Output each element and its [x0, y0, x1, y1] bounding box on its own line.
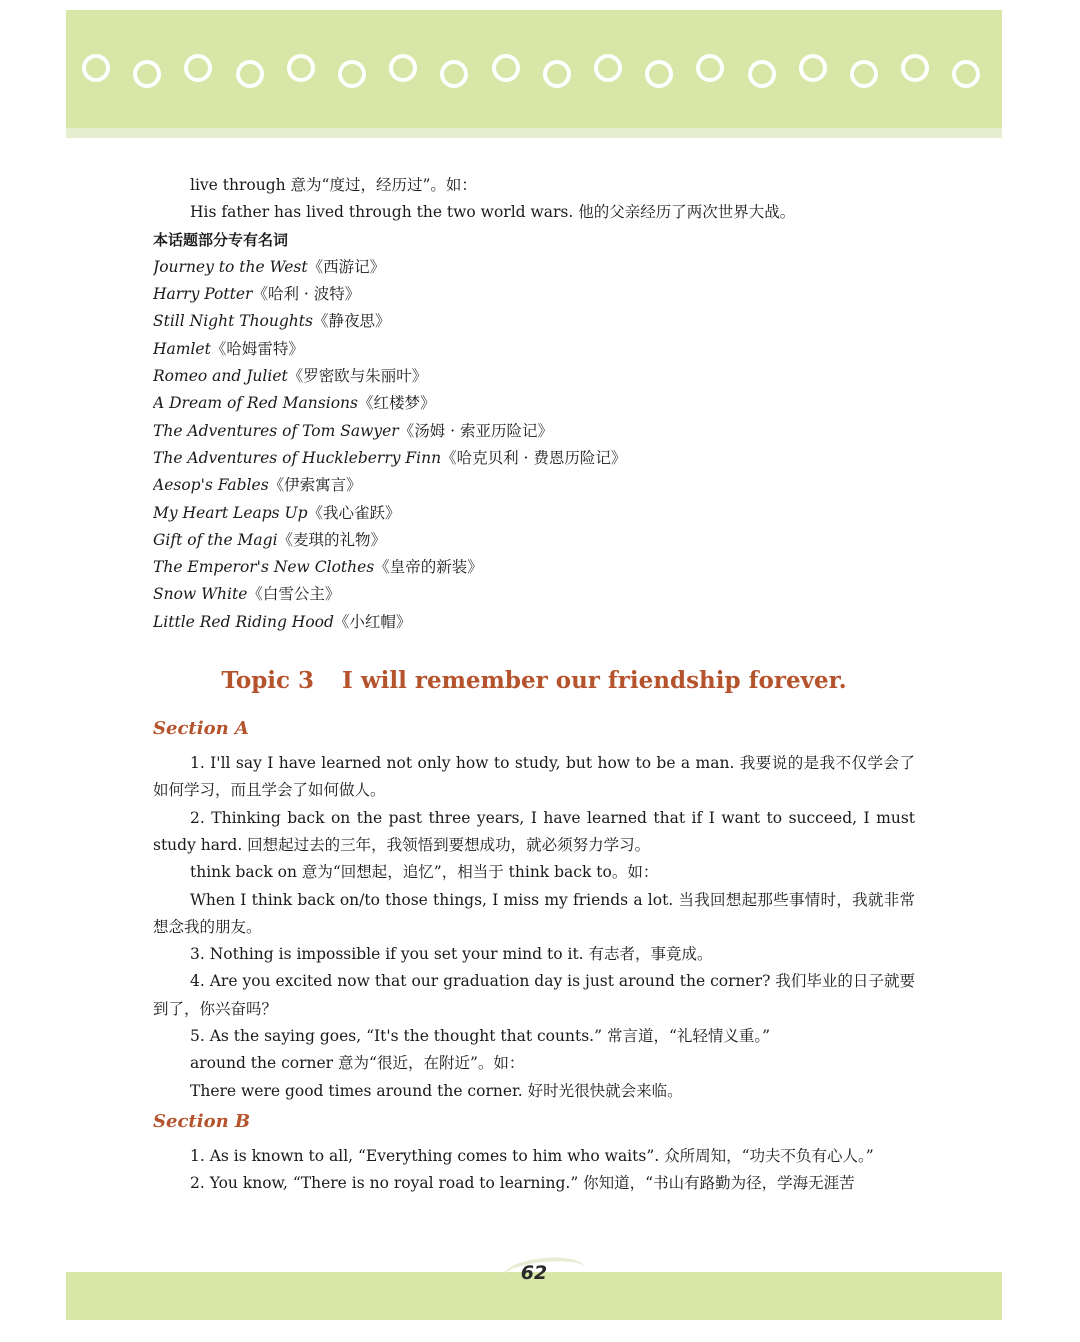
proper-noun-cn: 《皇帝的新装》 — [374, 558, 483, 577]
section-a-note-2: around the corner 意为“很近，在附近”。如： — [190, 1054, 525, 1073]
proper-noun-en: Romeo and Juliet — [153, 367, 288, 386]
proper-noun-en: Snow White — [153, 585, 248, 604]
proper-noun-cn: 《汤姆 · 索亚历险记》 — [398, 421, 553, 440]
section-a-item-3: 3. Nothing is impossible if you set your mind to it. 有志者，事竟成。 — [190, 945, 713, 964]
proper-noun-en: My Heart Leaps Up — [153, 503, 308, 522]
section-a-item-4: 4. Are you excited now that our graduation day is just around the corner? 我们毕业的日子就要到了，你兴奋吗？ — [153, 972, 915, 1018]
ring-icon — [492, 54, 520, 82]
proper-noun-cn: 《哈姆雷特》 — [210, 339, 304, 358]
proper-noun-cn: 《红楼梦》 — [357, 394, 436, 413]
proper-noun-cn: 《哈克贝利 · 费恩历险记》 — [441, 448, 627, 467]
proper-noun-en: Hamlet — [153, 339, 211, 358]
proper-noun-item — [153, 527, 915, 554]
proper-noun-item — [153, 418, 915, 445]
ring-icon — [338, 60, 366, 88]
ring-icon — [543, 60, 571, 88]
ring-icon — [850, 60, 878, 88]
page-content — [153, 172, 915, 1198]
section-a-title: Section A — [153, 718, 249, 740]
proper-noun-cn: 《静夜思》 — [312, 312, 391, 331]
intro-line-2: His father has lived through the two world wars. 他的父亲经历了两次世界大战。 — [190, 203, 796, 222]
proper-noun-cn: 《麦琪的礼物》 — [277, 530, 387, 549]
proper-noun-item — [153, 445, 915, 472]
section-a-item-2: 2. Thinking back on the past three years, I have learned that if I want to succeed, I must study hard. 回想起过去的三年，我领悟到要想成功，就必须努力学习。 — [153, 808, 915, 854]
section-a-item-1: 1. I'll say I have learned not only how to study, but how to be a man. 我要说的是我不仅学会了如何学习，而且学会了如何做人。 — [153, 754, 915, 800]
section-a-example-1: When I think back on/to those things, I miss my friends a lot. 当我回想起那些事情时，我就非常想念我的朋友。 — [153, 890, 915, 936]
ring-icon — [236, 60, 264, 88]
proper-noun-en: Gift of the Magi — [153, 530, 278, 549]
proper-noun-en: Harry Potter — [153, 285, 253, 304]
topic-title — [153, 666, 915, 696]
section-b-title: Section B — [153, 1110, 251, 1132]
proper-noun-item — [153, 500, 915, 527]
ring-icon — [799, 54, 827, 82]
section-a-example-2: There were good times around the corner. 好时光很快就会来临。 — [190, 1081, 683, 1100]
proper-noun-en: A Dream of Red Mansions — [153, 394, 358, 413]
page-number-badge — [492, 1252, 588, 1292]
page-number: 62 — [520, 1262, 548, 1284]
proper-noun-cn: 《白雪公主》 — [247, 585, 341, 604]
proper-noun-en: The Emperor's New Clothes — [153, 558, 375, 577]
proper-noun-cn: 《小红帽》 — [333, 612, 412, 631]
proper-noun-item — [153, 390, 915, 417]
ring-icon — [594, 54, 622, 82]
proper-noun-en: Still Night Thoughts — [153, 312, 313, 331]
proper-noun-cn: 《伊索寓言》 — [268, 476, 362, 495]
proper-noun-cn: 《罗密欧与朱丽叶》 — [287, 367, 428, 386]
proper-noun-en: Little Red Riding Hood — [153, 612, 334, 631]
proper-noun-item — [153, 581, 915, 608]
topic-heading: I will remember our friendship forever. — [342, 667, 847, 695]
proper-noun-item — [153, 281, 915, 308]
topic-number: Topic 3 — [221, 667, 315, 695]
proper-noun-cn: 《西游记》 — [307, 257, 386, 276]
ring-icon — [82, 54, 110, 82]
ring-icon — [389, 54, 417, 82]
section-b-item-2: 2. You know, “There is no royal road to learning.” 你知道，“书山有路勤为径，学海无涯苦 — [190, 1174, 855, 1193]
ring-icon — [287, 54, 315, 82]
section-a-note-1: think back on 意为“回想起，追忆”，相当于 think back to。如： — [190, 863, 659, 882]
section-b-item-1: 1. As is known to all, “Everything comes to him who waits”. 众所周知，“功夫不负有心人。” — [190, 1146, 874, 1165]
proper-noun-en: Aesop's Fables — [153, 476, 269, 495]
ring-icon — [133, 60, 161, 88]
proper-noun-en: The Adventures of Huckleberry Finn — [153, 448, 442, 467]
proper-noun-item — [153, 363, 915, 390]
ring-icon — [645, 60, 673, 88]
proper-noun-en: Journey to the West — [153, 257, 308, 276]
proper-noun-item — [153, 609, 915, 636]
section-a-item-5: 5. As the saying goes, “It's the thought that counts.” 常言道，“礼轻情义重。” — [190, 1027, 771, 1046]
proper-nouns-heading: 本话题部分专有名词 — [153, 230, 289, 249]
proper-noun-item — [153, 254, 915, 281]
header-band-edge — [66, 128, 1002, 138]
proper-noun-item — [153, 554, 915, 581]
proper-noun-item — [153, 336, 915, 363]
ring-icon — [901, 54, 929, 82]
proper-noun-item — [153, 472, 915, 499]
proper-noun-item — [153, 308, 915, 335]
proper-noun-en: The Adventures of Tom Sawyer — [153, 421, 399, 440]
ring-icon — [748, 60, 776, 88]
proper-noun-cn: 《我心雀跃》 — [307, 503, 401, 522]
proper-noun-list — [153, 254, 915, 636]
proper-noun-cn: 《哈利 · 波特》 — [252, 285, 361, 304]
intro-line-1: live through 意为“度过，经历过”。如： — [190, 176, 477, 194]
